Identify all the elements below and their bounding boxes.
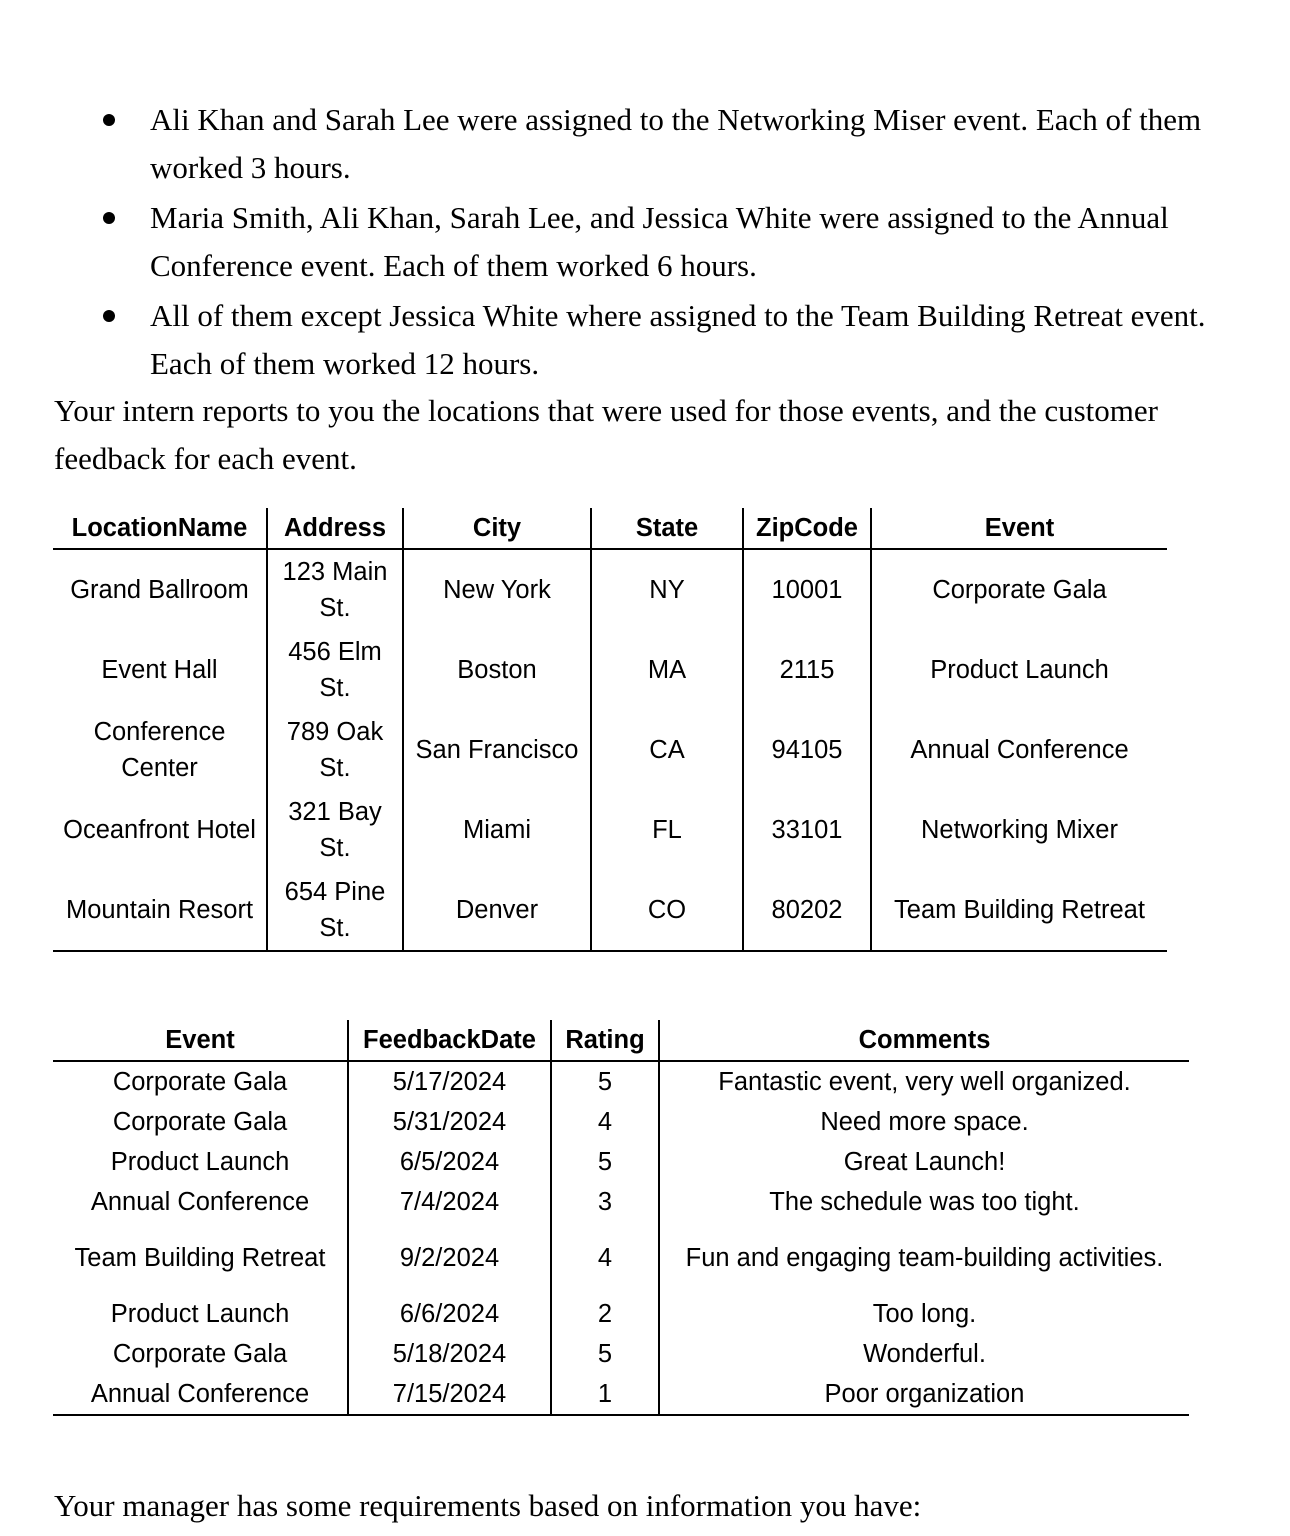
table-cell: New York — [403, 549, 591, 630]
table-header-row — [53, 1020, 1189, 1061]
table-cell: The schedule was too tight. — [659, 1182, 1189, 1222]
table-cell: Product Launch — [871, 630, 1167, 710]
bullet-item — [0, 96, 1290, 192]
table-cell: Too long. — [659, 1294, 1189, 1334]
table-cell: Mountain Resort — [53, 870, 267, 951]
table-cell: 2115 — [743, 630, 871, 710]
table-cell: 7/4/2024 — [348, 1182, 551, 1222]
column-header: State — [591, 508, 743, 549]
table-cell: Product Launch — [110, 1147, 290, 1176]
table-cell: Event Hall — [101, 656, 218, 684]
bullet-item — [0, 194, 1290, 290]
table-cell: 5/31/2024 — [348, 1102, 551, 1142]
table-cell: FL — [591, 790, 743, 870]
table-cell: 4 — [551, 1102, 659, 1142]
table-cell: 2 — [551, 1294, 659, 1334]
feedback-table — [53, 1020, 1189, 1416]
bullet-text: All of them except Jessica White where assigned to the Team Building Retreat event. Each of them worked 12 hours. — [150, 298, 1206, 381]
table-cell: 5 — [551, 1061, 659, 1102]
table-cell: MA — [591, 630, 743, 710]
table-cell: 6/5/2024 — [348, 1142, 551, 1182]
table-cell: Poor organization — [659, 1374, 1189, 1415]
table-cell: Oceanfront Hotel — [63, 816, 256, 844]
bullet-icon — [103, 212, 115, 224]
table-cell: 321 Bay St. — [267, 790, 403, 870]
table-cell: Boston — [403, 630, 591, 710]
table-cell: Fantastic event, very well organized. — [659, 1061, 1189, 1102]
table-cell: CA — [591, 710, 743, 790]
table-cell: 4 — [551, 1222, 659, 1294]
locations-table — [53, 508, 1167, 952]
column-header: Comments — [659, 1020, 1189, 1061]
table-cell: 1 — [551, 1374, 659, 1415]
table-cell: 10001 — [743, 549, 871, 630]
table-cell: 5 — [551, 1142, 659, 1182]
table-cell: Corporate Gala — [112, 1339, 288, 1368]
table-header-row — [53, 508, 1167, 549]
table-cell: CO — [591, 870, 743, 951]
bullet-text: Maria Smith, Ali Khan, Sarah Lee, and Jessica White were assigned to the Annual Conference event. Each of them worked 6 hours. — [150, 200, 1169, 283]
table-cell: Team Building Retreat — [871, 870, 1167, 951]
table-cell: 6/6/2024 — [348, 1294, 551, 1334]
column-header: FeedbackDate — [348, 1020, 551, 1061]
bullet-text: Ali Khan and Sarah Lee were assigned to the Networking Miser event. Each of them worked 3 hours. — [150, 102, 1202, 185]
table-row — [53, 790, 1167, 870]
table-cell: 7/15/2024 — [348, 1374, 551, 1415]
table-row — [53, 1061, 1189, 1102]
table-cell: Great Launch! — [659, 1142, 1189, 1182]
bullet-icon — [103, 114, 115, 126]
table-cell: 654 Pine St. — [267, 870, 403, 951]
column-header: Address — [267, 508, 403, 549]
table-row — [53, 710, 1167, 790]
table-cell: Annual Conference — [90, 1187, 310, 1216]
table-cell: Fun and engaging team-building activities. — [659, 1222, 1189, 1294]
table-row — [53, 870, 1167, 951]
table-cell: Annual Conference — [53, 1374, 348, 1415]
table-row — [53, 1294, 1189, 1334]
table-cell: Conference Center — [93, 718, 226, 782]
table-row — [53, 630, 1167, 710]
table-cell: Corporate Gala — [112, 1107, 288, 1136]
table-cell: NY — [591, 549, 743, 630]
table-cell: 5/18/2024 — [348, 1334, 551, 1374]
table-cell: 9/2/2024 — [348, 1222, 551, 1294]
table-cell: Team Building Retreat — [74, 1243, 326, 1272]
table-cell: 789 Oak St. — [267, 710, 403, 790]
intro-paragraph: Your intern reports to you the locations that were used for those events, and the customer feedback for each event. — [54, 393, 1158, 476]
table-row — [53, 549, 1167, 630]
table-cell: Grand Ballroom — [70, 576, 249, 604]
table-row — [53, 1102, 1189, 1142]
assignment-bullet-list — [0, 96, 1290, 390]
table-cell: Corporate Gala — [112, 1067, 288, 1096]
table-cell: Annual Conference — [871, 710, 1167, 790]
table-cell: Wonderful. — [659, 1334, 1189, 1374]
manager-requirements-paragraph: Your manager has some requirements based on information you have: — [54, 1488, 922, 1523]
table-cell: Need more space. — [659, 1102, 1189, 1142]
table-cell: Corporate Gala — [871, 549, 1167, 630]
table-cell: Denver — [403, 870, 591, 951]
table-cell: 33101 — [743, 790, 871, 870]
table-cell: San Francisco — [403, 710, 591, 790]
table-cell: Networking Mixer — [871, 790, 1167, 870]
table-row — [53, 1374, 1189, 1415]
table-cell: 123 Main St. — [267, 549, 403, 630]
bullet-icon — [103, 310, 115, 322]
column-header: ZipCode — [743, 508, 871, 549]
table-row — [53, 1182, 1189, 1222]
table-cell: 3 — [551, 1182, 659, 1222]
column-header: Event — [871, 508, 1167, 549]
table-row — [53, 1142, 1189, 1182]
table-cell: 5 — [551, 1334, 659, 1374]
table-cell: 5/17/2024 — [348, 1061, 551, 1102]
column-header: Rating — [551, 1020, 659, 1061]
table-cell: Miami — [403, 790, 591, 870]
column-header: City — [403, 508, 591, 549]
table-row — [53, 1222, 1189, 1294]
table-cell: 94105 — [743, 710, 871, 790]
column-header: LocationName — [53, 508, 267, 549]
column-header: Event — [53, 1020, 348, 1061]
table-row — [53, 1334, 1189, 1374]
table-cell: 80202 — [743, 870, 871, 951]
table-cell: Product Launch — [110, 1299, 290, 1328]
bullet-item — [0, 292, 1290, 388]
table-cell: 456 Elm St. — [267, 630, 403, 710]
